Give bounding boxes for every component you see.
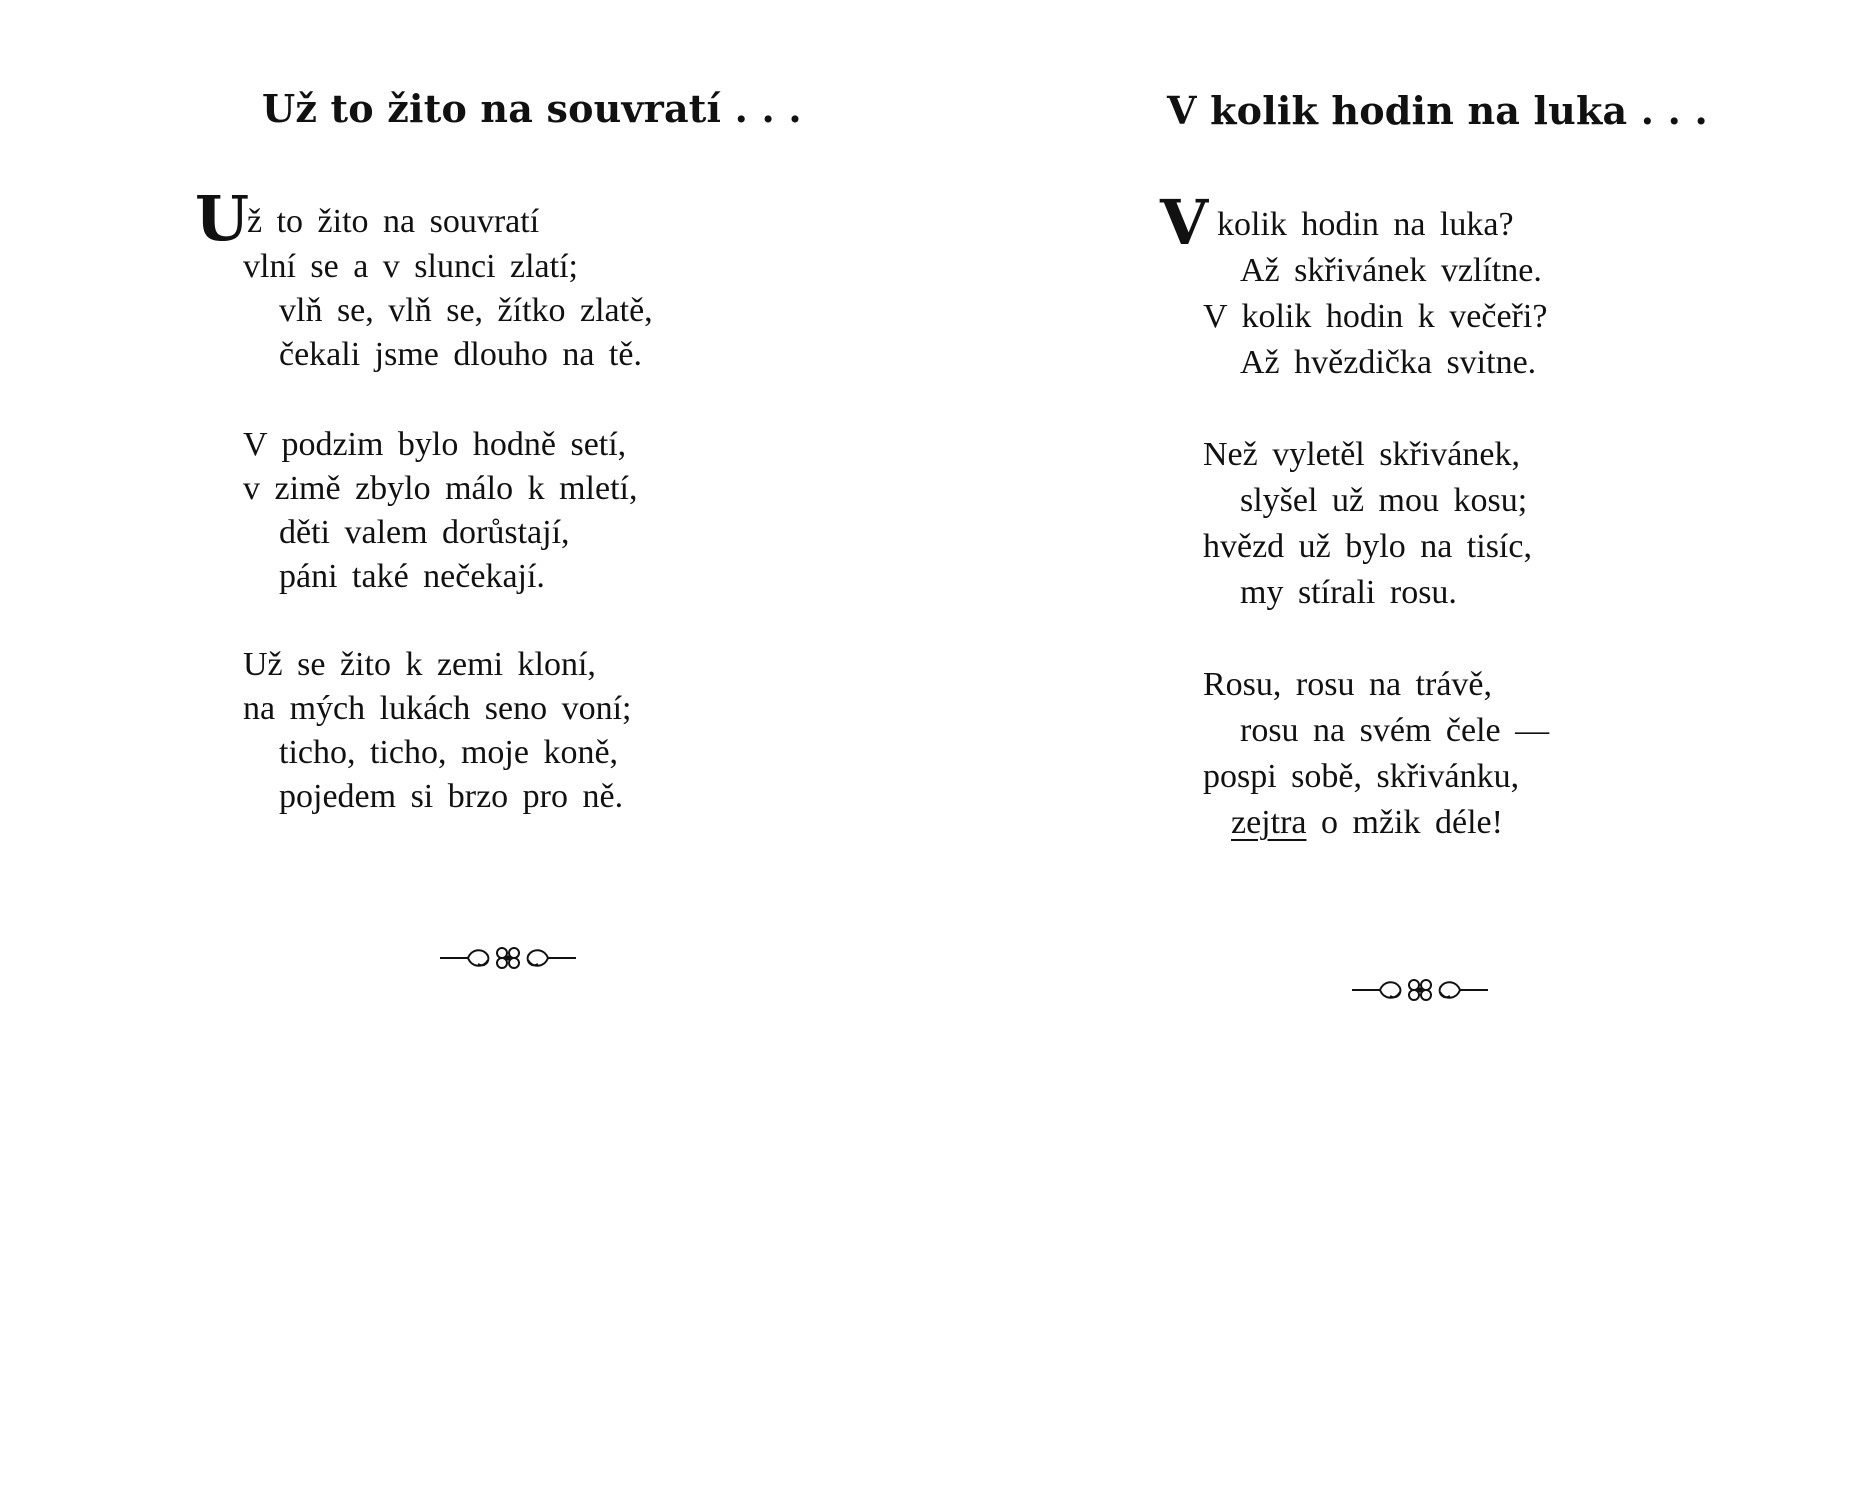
- poem-line: hvězd už bylo na tisíc,: [1203, 528, 1532, 565]
- poem-line: ž to žito na souvratí: [247, 203, 540, 240]
- poem-line: na mých lukách seno voní;: [243, 690, 632, 727]
- drop-cap-right: V: [1160, 186, 1209, 259]
- fleuron-ornament-icon: [438, 940, 578, 976]
- poem-line: Rosu, rosu na trávě,: [1203, 666, 1493, 703]
- poem-line: čekali jsme dlouho na tě.: [279, 336, 642, 373]
- poem-line: my stírali rosu.: [1240, 574, 1457, 611]
- poem-line: Až skřivánek vzlítne.: [1240, 252, 1542, 289]
- poem-line: děti valem dorůstají,: [279, 514, 570, 551]
- last-line-rest: o mžik déle!: [1306, 804, 1503, 841]
- fleuron-ornament-icon: [1350, 972, 1490, 1008]
- poem-line: kolik hodin na luka?: [1217, 206, 1514, 243]
- poem-line: vlní se a v slunci zlatí;: [243, 248, 578, 285]
- drop-cap-left: U: [195, 182, 250, 255]
- poem-line: Až hvězdička svitne.: [1240, 344, 1537, 381]
- poem-line-last: [1231, 806, 1503, 840]
- poem-title-left: Už to žito na souvratí . . .: [262, 86, 802, 131]
- poem-line: vlň se, vlň se, žítko zlatě,: [279, 292, 653, 329]
- poem-line: V kolik hodin k večeři?: [1203, 298, 1548, 335]
- underlined-word: zejtra: [1231, 804, 1307, 841]
- poem-line: páni také nečekají.: [279, 558, 545, 595]
- poem-line: v zimě zbylo málo k mletí,: [243, 470, 638, 507]
- poem-line: slyšel už mou kosu;: [1240, 482, 1528, 519]
- poem-title-right: V kolik hodin na luka . . .: [1167, 88, 1708, 133]
- poem-line: ticho, ticho, moje koně,: [279, 734, 619, 771]
- poem-line: V podzim bylo hodně setí,: [243, 426, 627, 463]
- poem-line: Než vyletěl skřivánek,: [1203, 436, 1520, 473]
- poem-line: Už se žito k zemi kloní,: [243, 646, 596, 683]
- poem-line: rosu na svém čele —: [1240, 712, 1550, 749]
- poem-line: pojedem si brzo pro ně.: [279, 778, 624, 815]
- poem-line: pospi sobě, skřivánku,: [1203, 758, 1520, 795]
- poem-right: [935, 0, 1870, 1500]
